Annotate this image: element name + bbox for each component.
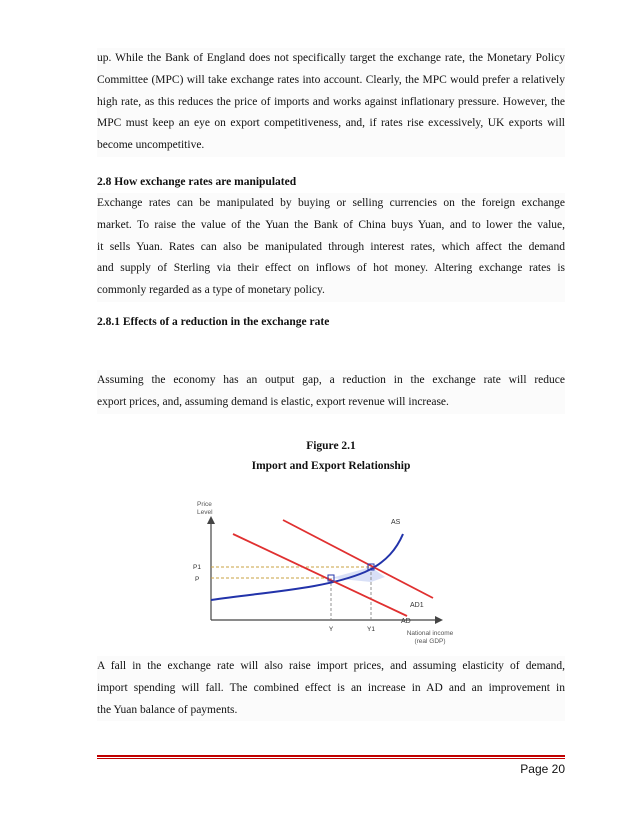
text-line: A fall in the exchange rate will also raise import prices, and assuming elasticity of demand, [97, 660, 565, 672]
tick-p1: P1 [193, 564, 201, 571]
text-line: and supply of Sterling via their effect on inflows of hot money. Altering exchange rates is [97, 262, 565, 275]
footer-rule-thin [97, 758, 565, 759]
footer-rule [97, 755, 565, 757]
y-axis-label-2: Level [197, 509, 213, 516]
paragraph-import-prices [97, 656, 565, 721]
as-label: AS [391, 519, 401, 526]
y-axis-label-1: Price [197, 501, 212, 508]
paragraph-output-gap [97, 370, 565, 414]
page-number: Page 20 [520, 762, 565, 776]
paragraph-mpc [97, 48, 565, 157]
text-line: the Yuan balance of payments. [97, 703, 238, 716]
ad-as-chart [175, 492, 475, 645]
y-axis-arrow [207, 516, 215, 524]
tick-y: Y [328, 626, 334, 633]
text-line: export prices, and, assuming demand is elastic, export revenue will increase. [97, 395, 449, 408]
text-line: MPC must keep an eye on export competitiveness, and, if rates rise excessively, UK exports will [97, 117, 565, 130]
text-line: Exchange rates can be manipulated by buying or selling currencies on the foreign exchange [97, 197, 565, 209]
figure-label: Figure 2.1 [306, 440, 356, 452]
section-heading-2-8-1: 2.8.1 Effects of a reduction in the exchange rate [97, 316, 330, 328]
tick-y1: Y1 [367, 626, 375, 633]
text-line: Committee (MPC) will take exchange rates into account. Clearly, the MPC would prefer a relatively [97, 73, 565, 86]
x-axis-label-2: (real GDP) [414, 638, 446, 645]
x-axis-arrow [435, 616, 443, 624]
text-line: it sells Yuan. Rates can also be manipulated through interest rates, which affect the demand [97, 240, 565, 253]
ad-label: AD [401, 618, 411, 625]
figure-title: Import and Export Relationship [251, 460, 411, 472]
text-line: commonly regarded as a type of monetary policy. [97, 284, 325, 297]
text-line: high rate, as this reduces the price of imports and works against inflationary pressure. However, the [97, 95, 565, 108]
section-heading-2-8: 2.8 How exchange rates are manipulated [97, 176, 297, 188]
paragraph-manipulation [97, 193, 565, 302]
tick-p: P [195, 576, 200, 583]
ad1-curve [283, 520, 433, 598]
ad1-label: AD1 [410, 602, 424, 609]
text-line: market. To raise the value of the Yuan the Bank of China buys Yuan, and to lower the value, [97, 218, 565, 231]
text-line: up. While the Bank of England does not specifically target the exchange rate, the Monetary Policy [97, 52, 565, 64]
x-axis-label-1: National income [406, 630, 454, 637]
text-line: become uncompetitive. [97, 139, 205, 152]
text-line: Assuming the economy has an output gap, a reduction in the exchange rate will reduce [97, 374, 565, 386]
text-line: import spending will fall. The combined effect is an increase in AD and an improvement in [97, 681, 565, 694]
